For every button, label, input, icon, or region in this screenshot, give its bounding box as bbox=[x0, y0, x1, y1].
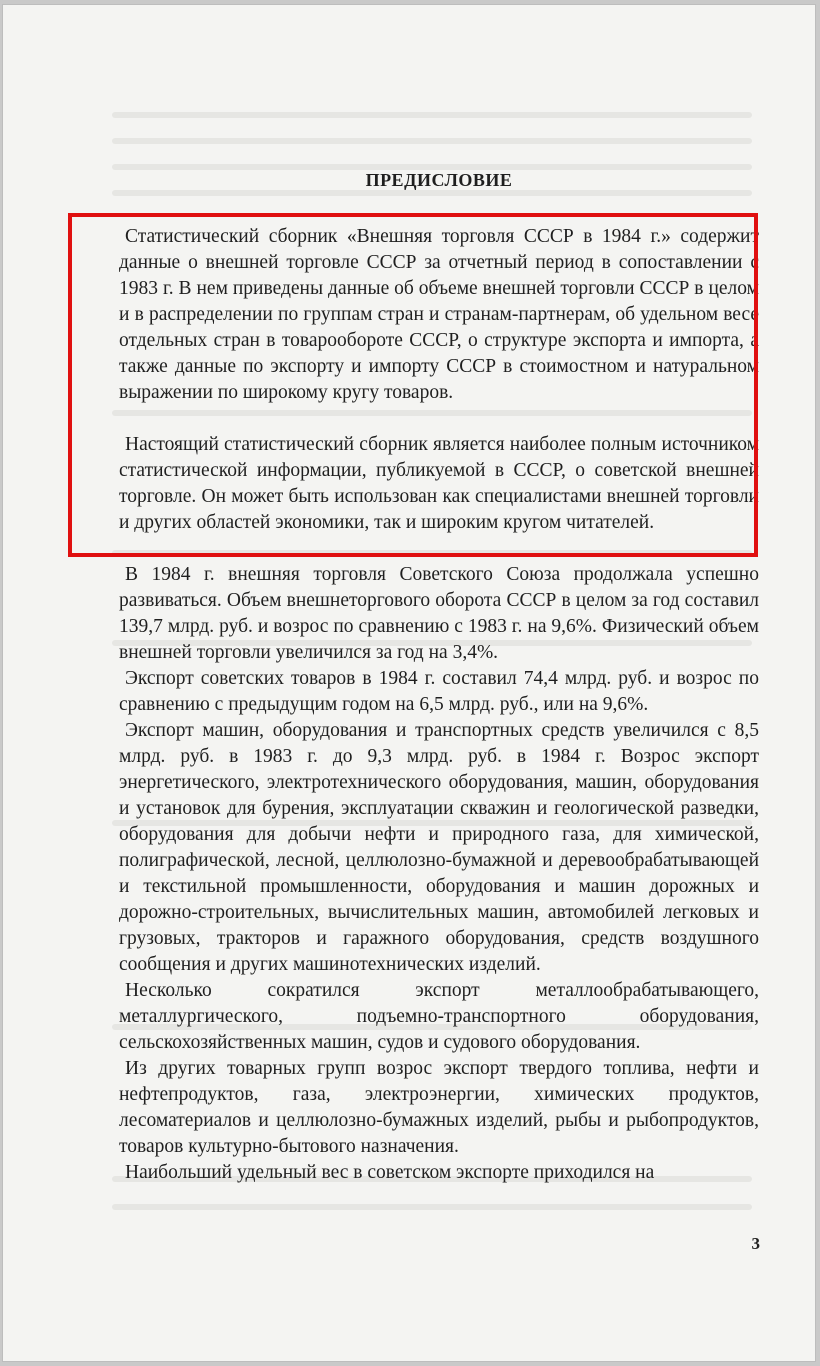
bleed-through-line bbox=[112, 1204, 752, 1210]
bleed-through-line bbox=[112, 550, 752, 556]
paragraph: Настоящий статистический сборник является наиболее полным источником статистической информации, публикуемой в СССР, о советской внешней торговле. Он может быть использован как специалистами внешней торговли и других областей экономики, так и широким кругом читателей. bbox=[119, 434, 759, 533]
paragraph: Наибольший удельный вес в советском экспорте приходился на bbox=[125, 1162, 655, 1183]
page-number: 3 bbox=[751, 1234, 760, 1253]
paragraph: Экспорт машин, оборудования и транспортных средств увеличился с 8,5 млрд. руб. в 1983 г. до 9,3 млрд. руб. в 1984 г. Возрос экспорт энергетического, электротехнического оборудования, машин, оборудования и установок для бурения, эксплуатации скважин и геологической разведки, оборудования для добычи нефти и природного газа, для химической, полиграфической, лесной, целлюлозно-бумажной и деревообрабатывающей и текстильной промышленности, оборудования и машин дорожных и дорожно-строительных, вычислительных машин, автомобилей легковых и грузовых, тракторов и гаражного оборудования, средств воздушного сообщения и других машинотехнических изделий. bbox=[119, 720, 759, 975]
page-title: ПРЕДИСЛОВИЕ bbox=[365, 170, 513, 190]
paragraph: Статистический сборник «Внешняя торговля СССР в 1984 г.» содержит данные о внешней торговле СССР за отчетный период в сопоставлении с 1983 г. В нем приведены данные об объеме внешней торговли СССР в целом и в распределении по группам стран и странам-партнерам, об удельном весе отдельных стран в товарообороте СССР, о структуре экспорта и импорта, а также данные по экспорту и импорту СССР в стоимостном и натуральном выражении по широкому кругу товаров. bbox=[119, 226, 759, 403]
bleed-through-line bbox=[112, 410, 752, 416]
paragraph: Из других товарных групп возрос экспорт твердого топлива, нефти и нефтепродуктов, газа, электроэнергии, химических продуктов, лесоматериалов и целлюлозно-бумажных изделий, рыбы и рыбопродуктов, товаров культурно-бытового назначения. bbox=[119, 1058, 759, 1157]
bleed-through-line bbox=[112, 138, 752, 144]
paragraph: Несколько сократился экспорт металлообрабатывающего, металлургического, подъемно-транспортного оборудования, сельскохозяйственных машин, судов и судового оборудования. bbox=[119, 980, 759, 1053]
document-page bbox=[2, 4, 816, 1362]
paragraph: В 1984 г. внешняя торговля Советского Союза продолжала успешно развиваться. Объем внешнеторгового оборота СССР в целом за год составил 139,7 млрд. руб. и возрос по сравнению с 1983 г. на 9,6%. Физический объем внешней торговли увеличился за год на 3,4%. bbox=[119, 564, 759, 663]
bleed-through-line bbox=[112, 112, 752, 118]
paragraph: Экспорт советских товаров в 1984 г. составил 74,4 млрд. руб. и возрос по сравнению с предыдущим годом на 6,5 млрд. руб., или на 9,6%. bbox=[119, 668, 759, 715]
